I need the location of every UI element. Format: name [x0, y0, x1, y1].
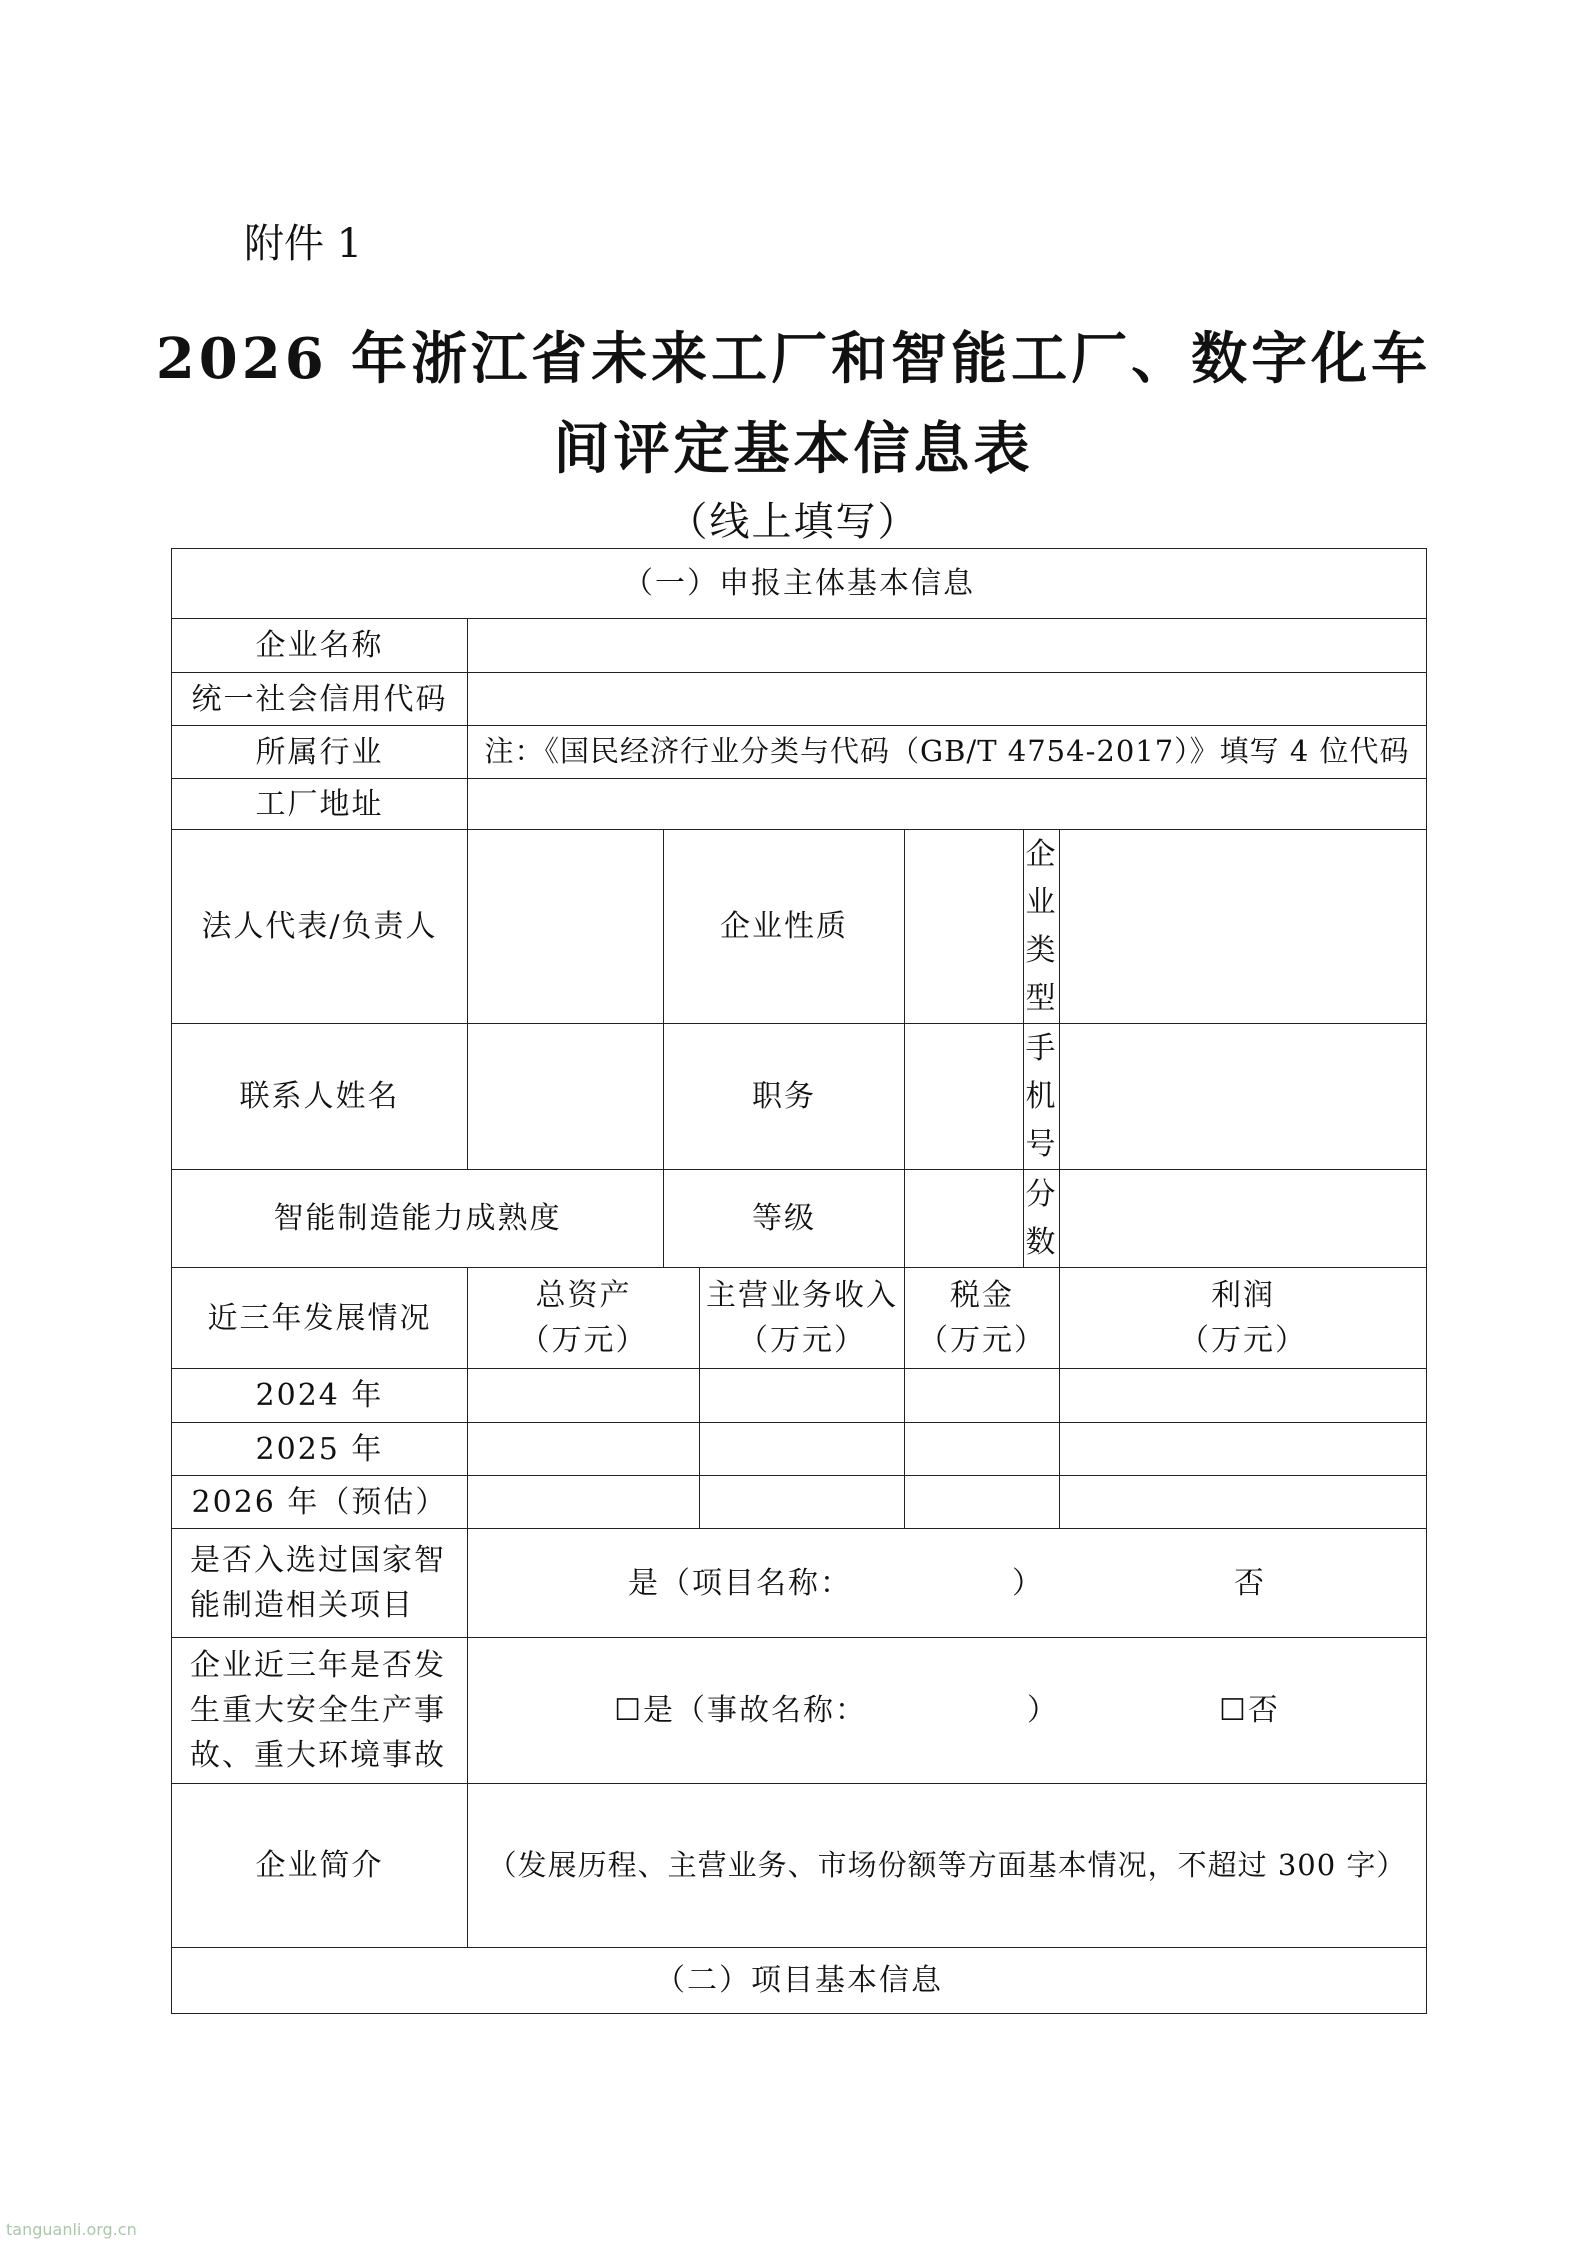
- credit-code-label: 统一社会信用代码: [172, 673, 468, 726]
- section-1-heading: （一）申报主体基本信息: [172, 549, 1427, 619]
- year-2026-tax[interactable]: [905, 1476, 1060, 1529]
- maturity-label: 智能制造能力成熟度: [172, 1170, 664, 1268]
- year-2024-total-assets[interactable]: [468, 1369, 700, 1423]
- company-nature-field[interactable]: [905, 830, 1024, 1024]
- year-2025-tax[interactable]: [905, 1423, 1060, 1476]
- dev-col-tax: 税金 （万元）: [905, 1268, 1060, 1369]
- legal-rep-field[interactable]: [468, 830, 664, 1024]
- dev-col-profit: 利润 （万元）: [1060, 1268, 1427, 1369]
- year-2026-profit[interactable]: [1060, 1476, 1427, 1529]
- factory-address-field[interactable]: [468, 779, 1427, 830]
- accident-field[interactable]: [468, 1638, 1427, 1784]
- phone-field[interactable]: [1060, 1024, 1427, 1170]
- grade-field[interactable]: [905, 1170, 1024, 1268]
- score-field[interactable]: [1060, 1170, 1427, 1268]
- national-project-yes[interactable]: 是（项目名称：: [628, 1565, 852, 1601]
- national-project-no[interactable]: 否: [1234, 1565, 1266, 1601]
- year-2024-profit[interactable]: [1060, 1369, 1427, 1423]
- national-project-field[interactable]: [468, 1529, 1427, 1638]
- company-nature-label: 企业性质: [664, 830, 905, 1024]
- year-2025-label: 2025 年: [172, 1423, 468, 1476]
- credit-code-field[interactable]: [468, 673, 1427, 726]
- section-2-heading: （二）项目基本信息: [172, 1948, 1427, 2014]
- contact-name-label: 联系人姓名: [172, 1024, 468, 1170]
- position-field[interactable]: [905, 1024, 1024, 1170]
- grade-label: 等级: [664, 1170, 905, 1268]
- year-2026-total-assets[interactable]: [468, 1476, 700, 1529]
- contact-name-field[interactable]: [468, 1024, 664, 1170]
- accident-no-checkbox[interactable]: ☐否: [1219, 1693, 1280, 1728]
- year-2026-label: 2026 年（预估）: [172, 1476, 468, 1529]
- legal-rep-label: 法人代表/负责人: [172, 830, 468, 1024]
- factory-address-label: 工厂地址: [172, 779, 468, 830]
- accident-yes-checkbox[interactable]: ☐是（事故名称：: [614, 1693, 867, 1728]
- score-label: 分 数: [1024, 1170, 1060, 1268]
- year-2026-revenue[interactable]: [700, 1476, 905, 1529]
- dev-label: 近三年发展情况: [172, 1268, 468, 1369]
- year-2024-label: 2024 年: [172, 1369, 468, 1423]
- accident-label: 企业近三年是否发生重大安全生产事故、重大环境事故: [172, 1638, 468, 1784]
- position-label: 职务: [664, 1024, 905, 1170]
- industry-field[interactable]: 注：《国民经济行业分类与代码（GB/T 4754-2017）》填写 4 位代码: [468, 726, 1427, 779]
- dev-col-revenue: 主营业务收入 （万元）: [700, 1268, 905, 1369]
- year-2025-profit[interactable]: [1060, 1423, 1427, 1476]
- document-subtitle: （线上填写）: [667, 499, 920, 545]
- accident-close: ）: [1027, 1693, 1059, 1728]
- company-type-label: 企 业 类 型: [1024, 830, 1060, 1024]
- phone-label: 手 机 号: [1024, 1024, 1060, 1170]
- info-form-table: [171, 548, 1427, 2014]
- year-2025-total-assets[interactable]: [468, 1423, 700, 1476]
- national-project-close: ）: [1012, 1565, 1044, 1601]
- year-2025-revenue[interactable]: [700, 1423, 905, 1476]
- document-title-line-1: 2026 年浙江省未来工厂和智能工厂、数字化车: [155, 326, 1432, 392]
- industry-label: 所属行业: [172, 726, 468, 779]
- year-2024-tax[interactable]: [905, 1369, 1060, 1423]
- attachment-label: 附件 1: [244, 221, 363, 267]
- watermark-text: tanguanli.org.cn: [6, 2220, 137, 2239]
- company-type-field[interactable]: [1060, 830, 1427, 1024]
- document-title-line-2: 间评定基本信息表: [553, 416, 1034, 482]
- national-project-label: 是否入选过国家智能制造相关项目: [172, 1529, 468, 1638]
- year-2024-revenue[interactable]: [700, 1369, 905, 1423]
- company-name-field[interactable]: [468, 619, 1427, 673]
- company-name-label: 企业名称: [172, 619, 468, 673]
- intro-label: 企业简介: [172, 1784, 468, 1948]
- intro-field[interactable]: （发展历程、主营业务、市场份额等方面基本情况，不超过 300 字）: [468, 1784, 1427, 1948]
- dev-col-total-assets: 总资产 （万元）: [468, 1268, 700, 1369]
